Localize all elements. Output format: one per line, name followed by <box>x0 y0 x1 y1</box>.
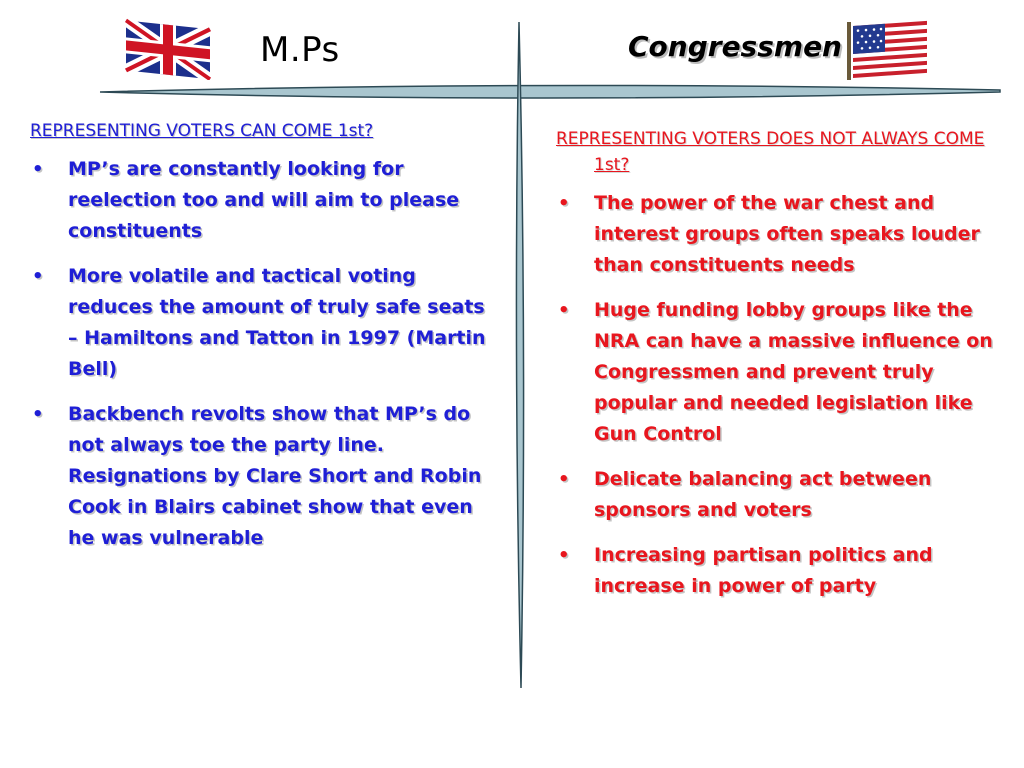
list-item-text: More volatile and tactical voting reduces the amount of truly safe seats – Hamiltons and Tatton in 1997 (Martin Bell) <box>68 265 486 380</box>
list-item <box>556 295 1010 450</box>
us-flag-icon <box>845 20 931 82</box>
list-item-text: Huge funding lobby groups like the NRA can have a massive influence on Congressmen and prevent truly popular and needed legislation like Gun Control <box>594 299 993 445</box>
list-item <box>30 399 492 554</box>
left-column <box>30 118 492 568</box>
bullet-icon: • <box>32 404 44 425</box>
bullet-icon: • <box>32 159 44 180</box>
bullet-icon: • <box>558 193 570 214</box>
list-item <box>30 261 492 385</box>
bullet-icon: • <box>558 300 570 321</box>
list-item <box>556 464 1010 526</box>
right-heading: REPRESENTING VOTERS DOES NOT ALWAYS COME 1st? <box>556 129 985 175</box>
bullet-icon: • <box>558 469 570 490</box>
uk-flag-icon <box>122 18 214 80</box>
bullet-icon: • <box>558 545 570 566</box>
left-points-list <box>30 154 492 554</box>
list-item-text: Increasing partisan politics and increase in power of party <box>594 544 933 597</box>
horizontal-divider <box>100 85 1000 98</box>
right-title: Congressmen <box>628 30 842 63</box>
list-item-text: MP’s are constantly looking for reelection too and will aim to please constituents <box>68 158 460 242</box>
left-title: M.Ps <box>260 30 340 70</box>
left-heading: REPRESENTING VOTERS CAN COME 1st? <box>30 121 374 141</box>
right-column <box>556 126 1010 616</box>
list-item-text: Backbench revolts show that MP’s do not always toe the party line. Resignations by Clare Short and Robin Cook in Blairs cabinet show that even he was vulnerable <box>68 403 482 549</box>
list-item <box>556 188 1010 281</box>
list-item <box>30 154 492 247</box>
vertical-divider <box>516 22 523 688</box>
right-points-list <box>556 188 1010 602</box>
list-item-text: The power of the war chest and interest groups often speaks louder than constituents needs <box>594 192 980 276</box>
list-item-text: Delicate balancing act between sponsors and voters <box>594 468 932 521</box>
bullet-icon: • <box>32 266 44 287</box>
list-item <box>556 540 1010 602</box>
